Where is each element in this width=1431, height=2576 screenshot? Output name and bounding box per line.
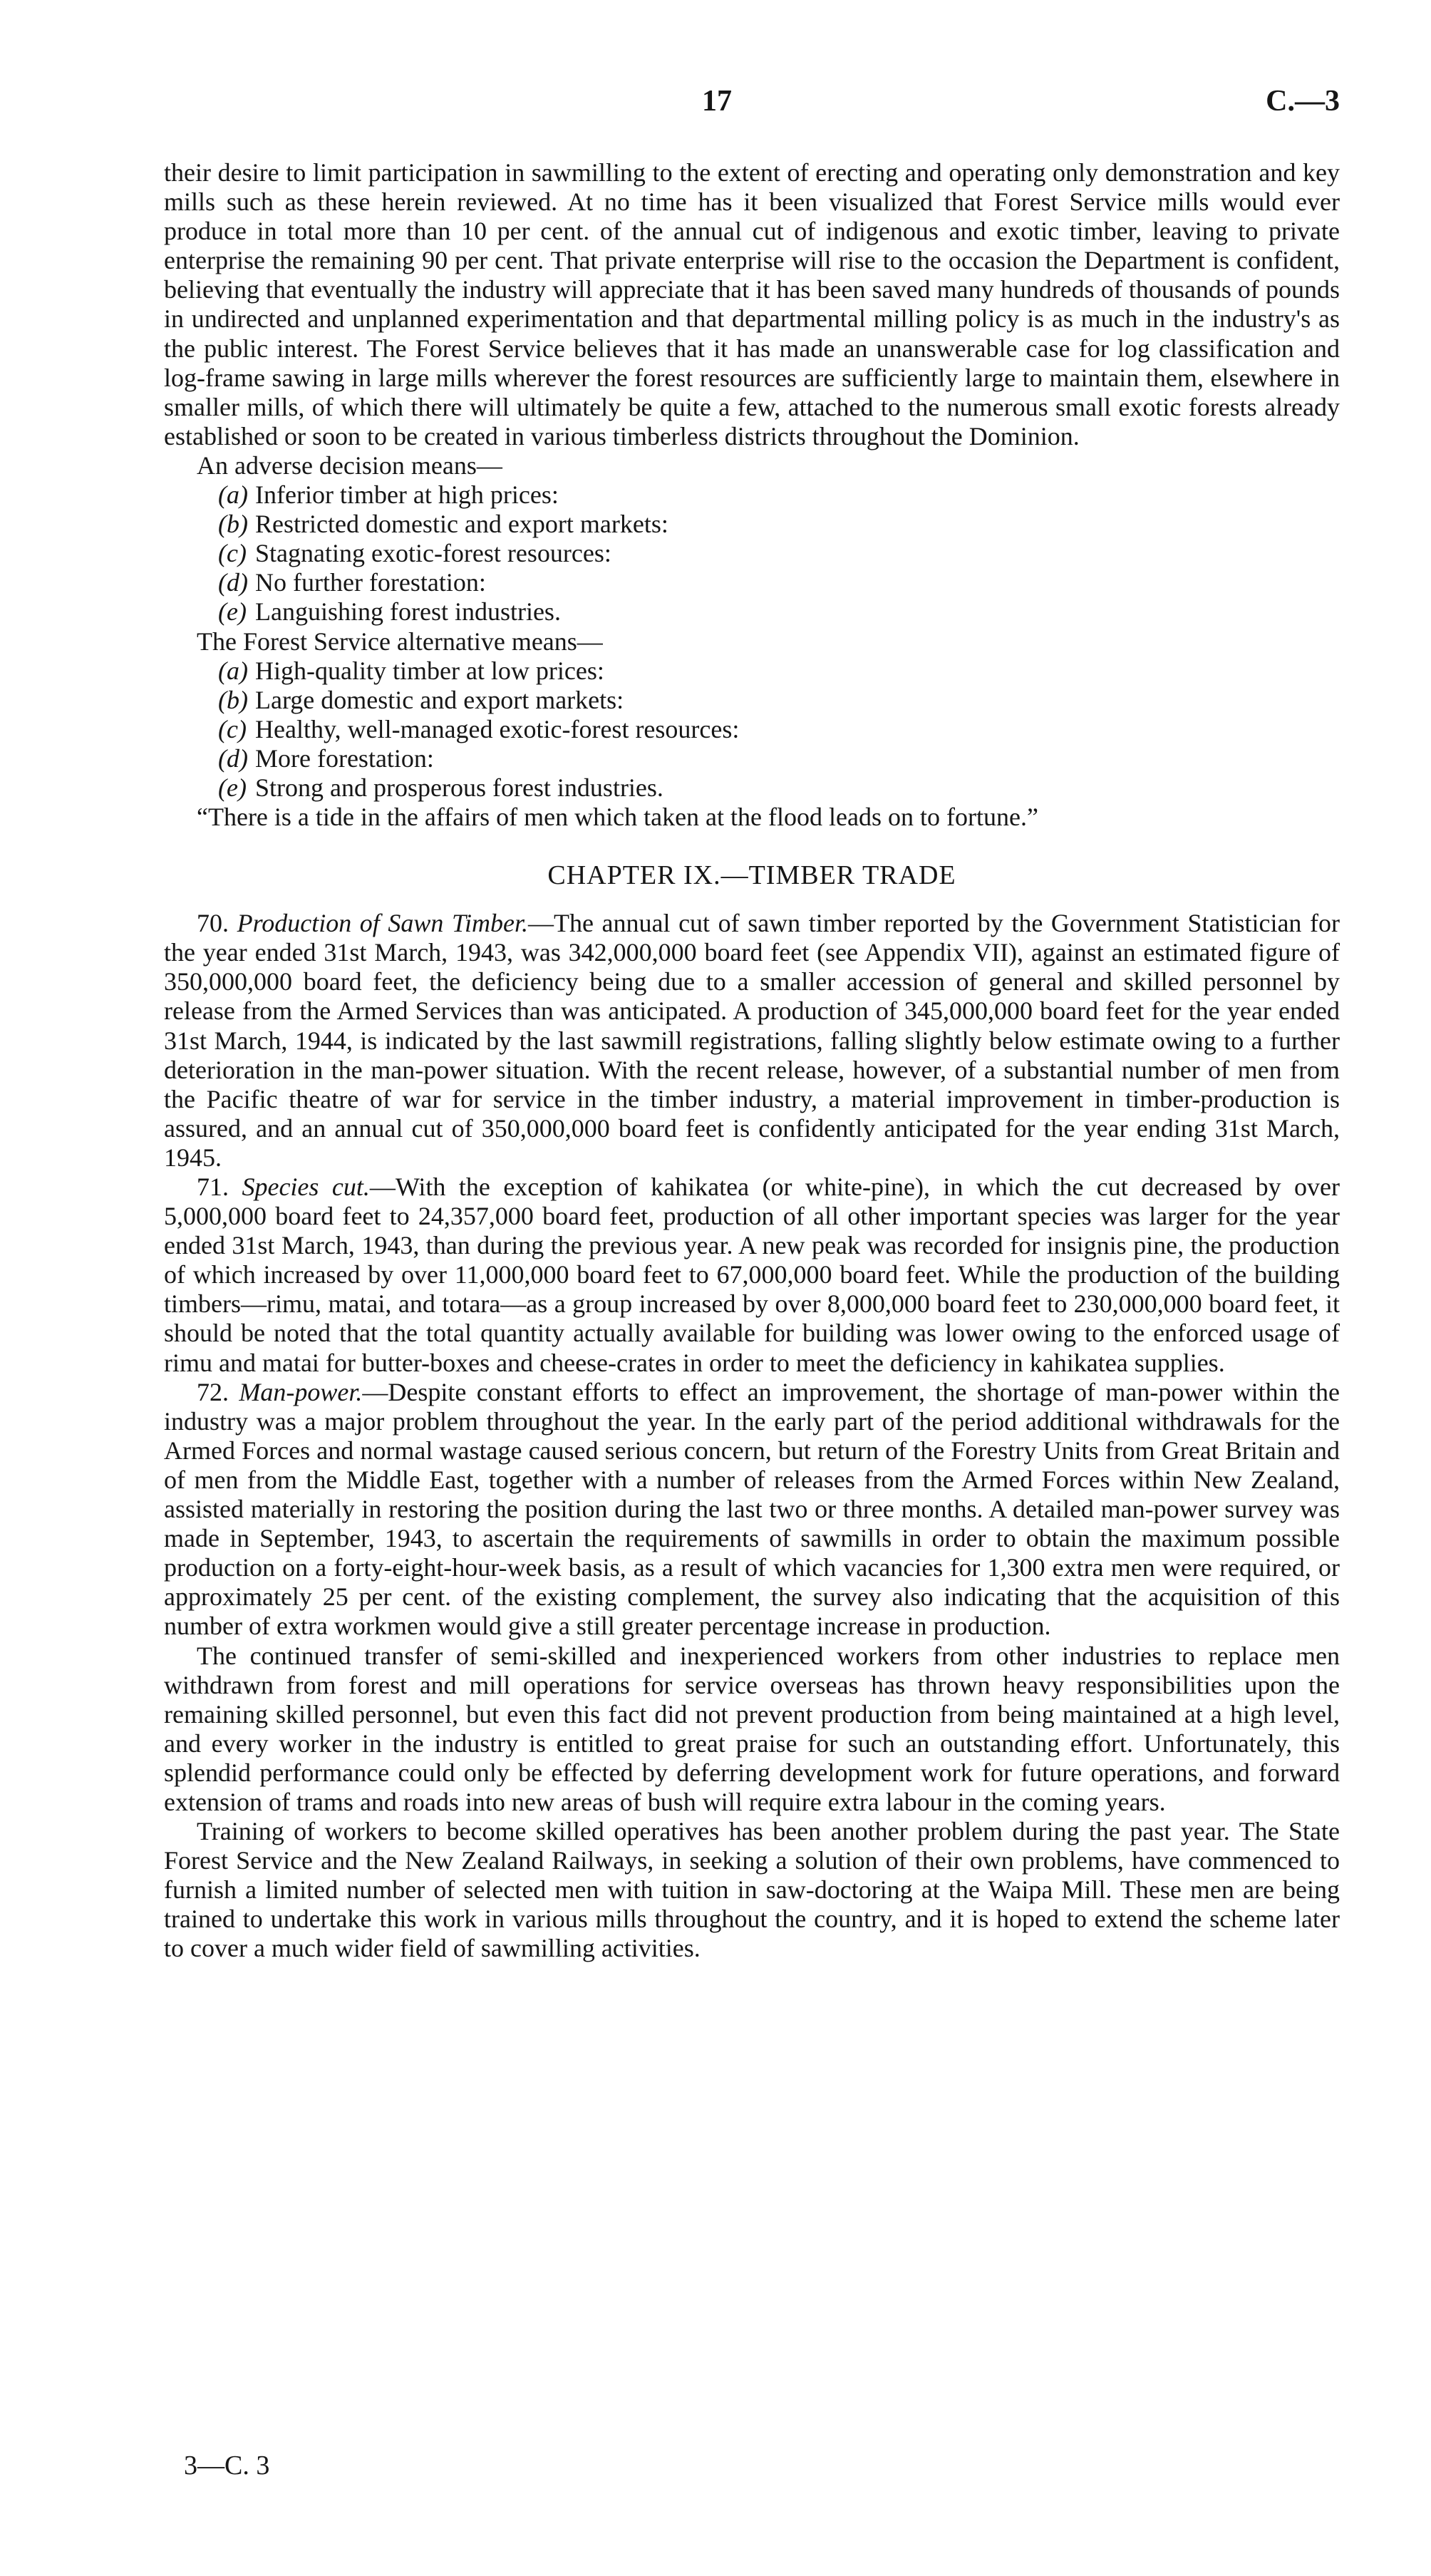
intro-paragraph: their desire to limit participation in sawmilling to the extent of erecting and operating only demonstration and key mills such as these herein reviewed. At no time has it been visualized that Forest Service mills would ever produce in total more than 10 per cent. of the annual cut of indigenous and exotic timber, leaving to private enterprise the remaining 90 per cent. That private enterprise will rise to the occasion the Department is confident, believing that eventually the industry will appreciate that it has been saved many hundreds of thousands of pounds in undirected and unplanned experimentation and that departmental milling policy is as much in the industry's as the public interest. The Forest Service believes that it has made an unanswerable case for log classification and log-frame sawing in large mills wherever the forest resources are sufficiently large to maintain them, elsewhere in smaller mills, of which there will ultimately be quite a few, attached to the numerous small exotic forests already established or soon to be created in various timberless districts throughout the Dominion. [164,158,1340,450]
section-number: 71. [197,1173,229,1201]
alternative-list [164,656,1340,803]
section-title: Species cut. [242,1173,370,1201]
section-72 [164,1378,1340,1642]
list-item [164,568,1340,597]
document-page [164,0,1340,2576]
page-header [164,84,1340,127]
section-text: —Despite constant efforts to effect an improvement, the shortage of man-power within the industry was a major problem throughout the year. In the early part of the period additional withdrawals for the Armed Forces and normal wastage caused serious concern, but return of the Forestry Units from Great Britain and of men from the Middle East, together with a number of releases from the Armed Forces within New Zealand, assisted materially in restoring the position during the last two or three months. A detailed man-power survey was made in September, 1943, to ascertain the requirements of sawmills in order to obtain the maximum possible production on a forty-eight-hour-week basis, as a result of which vacancies for 1,300 extra men were required, or approximately 25 per cent. of the existing complement, the survey also indicating that the acquisition of this number of extra workmen would give a still greater percentage increase in production. [164,1377,1340,1641]
list-marker: (e) [218,773,247,802]
list-item-text: Languishing forest industries. [255,597,561,627]
list-marker: (b) [218,510,248,539]
page-signature: 3—C. 3 [184,2451,270,2480]
list-marker: (c) [218,714,247,743]
section-text: —The annual cut of sawn timber reported by the Government Statistician for the year ended 31st March, 1943, was 342,000,000 board feet (see Appendix VII), against an estimated figure of 350,000,000 board feet, the deficiency being due to a smaller accession of general and skilled personnel by release from the Armed Services than was anticipated. A production of 345,000,000 board feet for the year ended 31st March, 1944, is indicated by the last sawmill registrations, falling slightly below estimate owing to a further deterioration in the man-power situation. With the recent release, however, of a substantial number of men from the Pacific theatre of war for service in the timber industry, a material improvement in timber-production is assured, and an annual cut of 350,000,000 board feet is confidently anticipated for the year ending 31st March, 1945. [164,909,1340,1172]
list-item [164,656,1340,686]
continuation-paragraph: Training of workers to become skilled operatives has been another problem during the past year. The State Forest Service and the New Zealand Railways, in seeking a solution of their own problems, have commenced to furnish a limited number of selected men with tuition in saw-doctoring at the Waipa Mill. These men are being trained to undertake this work in various mills throughout the country, and it is hoped to extend the scheme later to cover a much wider field of sawmilling activities. [164,1817,1340,1963]
body-text [164,158,1340,1964]
list-item-text: No further forestation: [255,568,486,597]
section-title: Production of Sawn Timber. [237,909,528,938]
list-item [164,744,1340,773]
list-marker: (a) [218,480,248,510]
list-marker: (e) [218,597,247,627]
chapter-heading: CHAPTER IX.—TIMBER TRADE [547,860,956,891]
list-item [164,597,1340,627]
list-item-text: More forestation: [255,743,434,773]
list-marker: (d) [218,568,248,597]
list-marker: (c) [218,539,247,568]
section-text: —With the exception of kahikatea (or white-pine), in which the cut decreased by over 5,000,000 board feet to 24,357,000 board feet, production of all other important species was larger for the year ended 31st March, 1943, than during the previous year. A new peak was recorded for insignis pine, the production of which increased by over 11,000,000 board feet to 67,000,000 board feet. While the production of the building timbers—rimu, matai, and totara—as a group increased by over 8,000,000 board feet to 230,000,000 board feet, it should be noted that the total quantity actually available for building was lower owing to the enforced usage of rimu and matai for butter-boxes and cheese-crates in order to meet the deficiency in kahikatea supplies. [164,1173,1340,1377]
list-item-text: Restricted domestic and export markets: [255,510,668,539]
list-marker: (b) [218,685,248,714]
page-number: 17 [702,85,732,118]
list-item-text: High-quality timber at low prices: [255,656,604,685]
list-marker: (d) [218,743,248,773]
section-70 [164,909,1340,1173]
adverse-list [164,480,1340,627]
alternative-intro: The Forest Service alternative means— [197,627,603,656]
list-item [164,480,1340,510]
list-item [164,715,1340,744]
list-item [164,773,1340,803]
section-number: 72. [197,1377,229,1406]
list-item-text: Inferior timber at high prices: [255,480,559,510]
list-item-text: Strong and prosperous forest industries. [255,773,663,802]
section-number: 70. [197,909,229,938]
list-item-text: Stagnating exotic-forest resources: [255,539,611,568]
paper-reference: C.—3 [1266,85,1340,118]
section-title: Man-power. [239,1377,363,1406]
list-item [164,539,1340,568]
list-item [164,510,1340,539]
list-marker: (a) [218,656,248,685]
closing-quote: “There is a tide in the affairs of men which taken at the flood leads on to fortune.” [197,803,1038,832]
adverse-intro: An adverse decision means— [197,450,502,480]
continuation-paragraph: The continued transfer of semi-skilled and inexperienced workers from other industries to replace men withdrawn from forest and mill operations for service overseas has thrown heavy responsibilities upon the remaining skilled personnel, but even this fact did not prevent production from being maintained at a high level, and every worker in the industry is entitled to great praise for such an outstanding effort. Unfortunately, this splendid performance could only be effected by deferring development work for future operations, and forward extension of trams and roads into new areas of bush will require extra labour in the coming years. [164,1641,1340,1816]
list-item-text: Large domestic and export markets: [255,685,624,714]
list-item-text: Healthy, well-managed exotic-forest resources: [255,714,740,743]
list-item [164,686,1340,715]
section-71 [164,1173,1340,1378]
